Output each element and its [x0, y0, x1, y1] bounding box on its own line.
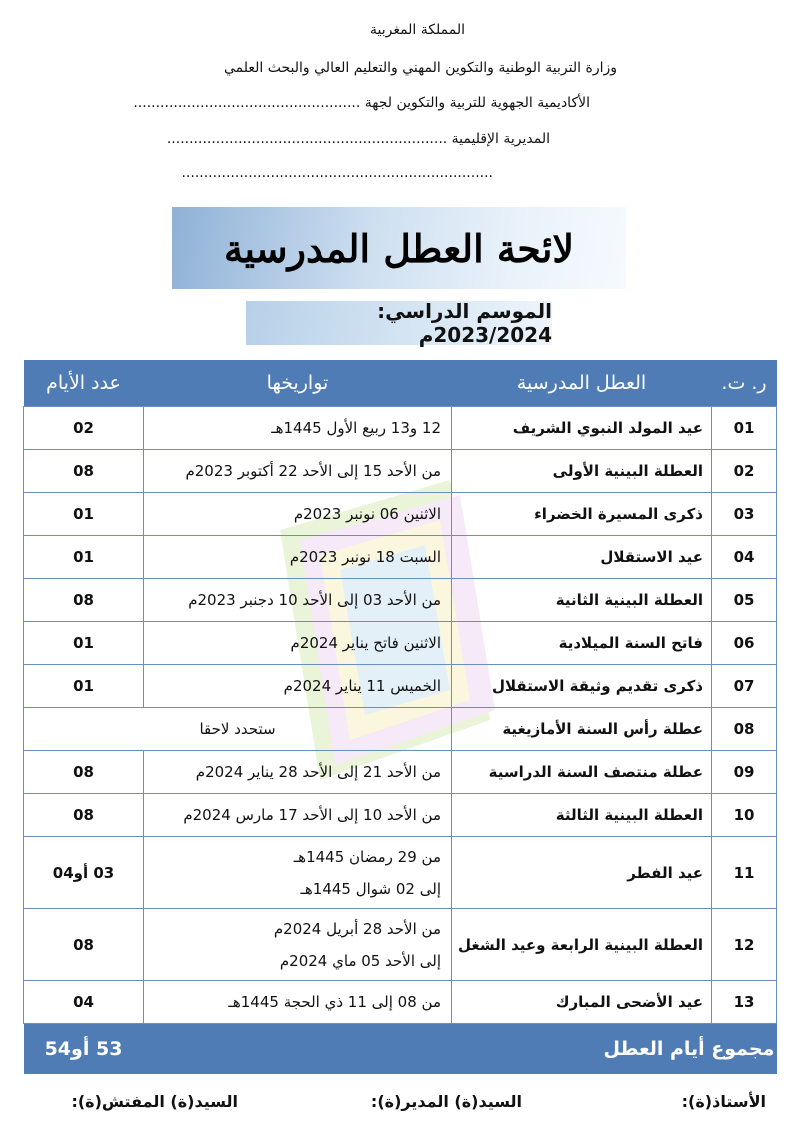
table-row: [24, 665, 777, 708]
row-number: 05: [712, 579, 777, 622]
date-line: من الأحد 15 إلى الأحد 22 أكتوبر 2023م: [185, 462, 441, 480]
holiday-dates: [144, 751, 452, 794]
table-row: [24, 981, 777, 1024]
total-label: مجموع أيام العطل: [144, 1024, 777, 1075]
holiday-dates: [144, 622, 452, 665]
holiday-dates: [144, 981, 452, 1024]
holiday-dates: [144, 493, 452, 536]
days-count: 02: [24, 407, 144, 450]
row-number: 08: [712, 708, 777, 751]
holiday-name: عيد المولد النبوي الشريف: [452, 407, 712, 450]
holiday-name: ذكرى تقديم وثيقة الاستقلال: [452, 665, 712, 708]
holiday-name: العطلة البينية الأولى: [452, 450, 712, 493]
holiday-dates: [144, 837, 452, 909]
merged-note: ستحدد لاحقا: [24, 708, 452, 751]
holiday-name: العطلة البينية الثالثة: [452, 794, 712, 837]
table-row: [24, 579, 777, 622]
table-row: [24, 794, 777, 837]
holiday-dates: [144, 579, 452, 622]
days-count: 04: [24, 981, 144, 1024]
directorate-line: المديرية الإقليمية ...............................................................: [166, 131, 550, 147]
table-row: [24, 536, 777, 579]
days-count: 01: [24, 536, 144, 579]
days-count: 08: [24, 579, 144, 622]
date-line: من الأحد 28 أبريل 2024م: [273, 919, 441, 938]
date-line: من 29 رمضان 1445هـ: [293, 847, 441, 866]
holiday-dates: [144, 407, 452, 450]
holiday-name: فاتح السنة الميلادية: [452, 622, 712, 665]
holiday-name: عيد الاستقلال: [452, 536, 712, 579]
date-line: الخميس 11 يناير 2024م: [283, 677, 441, 695]
table-row: [24, 909, 777, 981]
days-count: 01: [24, 622, 144, 665]
table-row: [24, 622, 777, 665]
director-signature: السيد(ة) المدير(ة):: [370, 1092, 522, 1111]
row-number: 09: [712, 751, 777, 794]
holiday-dates: [144, 794, 452, 837]
holiday-dates: [144, 450, 452, 493]
inspector-signature: السيد(ة) المفتش(ة):: [71, 1092, 238, 1111]
holidays-table: [23, 360, 777, 1074]
holiday-name: عطلة رأس السنة الأمازيغية: [452, 708, 712, 751]
row-number: 04: [712, 536, 777, 579]
table-row: [24, 708, 777, 751]
row-number: 07: [712, 665, 777, 708]
table-row: [24, 450, 777, 493]
holiday-dates: [144, 665, 452, 708]
row-number: 10: [712, 794, 777, 837]
kingdom-line: المملكة المغربية: [369, 22, 465, 38]
row-number: 12: [712, 909, 777, 981]
header-num: ر. ت.: [712, 360, 777, 407]
holiday-dates: [144, 909, 452, 981]
date-line: من 08 إلى 11 ذي الحجة 1445هـ: [228, 993, 441, 1011]
date-line: الاثنين فاتح يناير 2024م: [290, 634, 441, 652]
date-line: الاثنين 06 نونبر 2023م: [293, 505, 441, 523]
date-line: 12 و13 ربيع الأول 1445هـ: [271, 419, 441, 437]
date-line: من الأحد 21 إلى الأحد 28 يناير 2024م: [195, 763, 441, 781]
ministry-line: وزارة التربية الوطنية والتكوين المهني والتعليم العالي والبحث العلمي: [224, 60, 617, 76]
holiday-dates: [144, 536, 452, 579]
academy-line: الأكاديمية الجهوية للتربية والتكوين لجهة ...................................................: [133, 95, 590, 111]
header-dates: تواريخها: [144, 360, 452, 407]
date-line: إلى 02 شوال 1445هـ: [300, 879, 441, 898]
table-row: [24, 837, 777, 909]
row-number: 13: [712, 981, 777, 1024]
row-number: 03: [712, 493, 777, 536]
holiday-name: العطلة البينية الثانية: [452, 579, 712, 622]
date-line: السبت 18 نونبر 2023م: [289, 548, 441, 566]
header-holiday: العطل المدرسية: [452, 360, 712, 407]
total-row: [24, 1024, 777, 1075]
header-days: عدد الأيام: [24, 360, 144, 407]
holiday-name: العطلة البينية الرابعة وعيد الشغل: [452, 909, 712, 981]
days-count: 08: [24, 450, 144, 493]
days-count: 03 أو04: [24, 837, 144, 909]
row-number: 11: [712, 837, 777, 909]
teacher-signature: الأستاذ(ة):: [681, 1092, 766, 1111]
date-line: إلى الأحد 05 ماي 2024م: [279, 951, 441, 970]
holiday-name: عيد الأضحى المبارك: [452, 981, 712, 1024]
total-value: 53 أو54: [24, 1024, 144, 1075]
row-number: 06: [712, 622, 777, 665]
days-count: 08: [24, 794, 144, 837]
days-count: 08: [24, 909, 144, 981]
holiday-name: عطلة منتصف السنة الدراسية: [452, 751, 712, 794]
dots-line: ......................................................................: [181, 165, 493, 181]
holiday-name: ذكرى المسيرة الخضراء: [452, 493, 712, 536]
season-label: الموسم الدراسي: 2023/2024م: [246, 301, 552, 345]
holidays-rows: [24, 407, 777, 1024]
page-title: لائحة العطل المدرسية: [172, 207, 626, 289]
table-row: [24, 751, 777, 794]
days-count: 08: [24, 751, 144, 794]
days-count: 01: [24, 493, 144, 536]
row-number: 02: [712, 450, 777, 493]
table-row: [24, 493, 777, 536]
table-row: [24, 407, 777, 450]
days-count: 01: [24, 665, 144, 708]
holiday-name: عيد الفطر: [452, 837, 712, 909]
date-line: من الأحد 10 إلى الأحد 17 مارس 2024م: [183, 806, 441, 824]
date-line: من الأحد 03 إلى الأحد 10 دجنبر 2023م: [188, 591, 441, 609]
row-number: 01: [712, 407, 777, 450]
